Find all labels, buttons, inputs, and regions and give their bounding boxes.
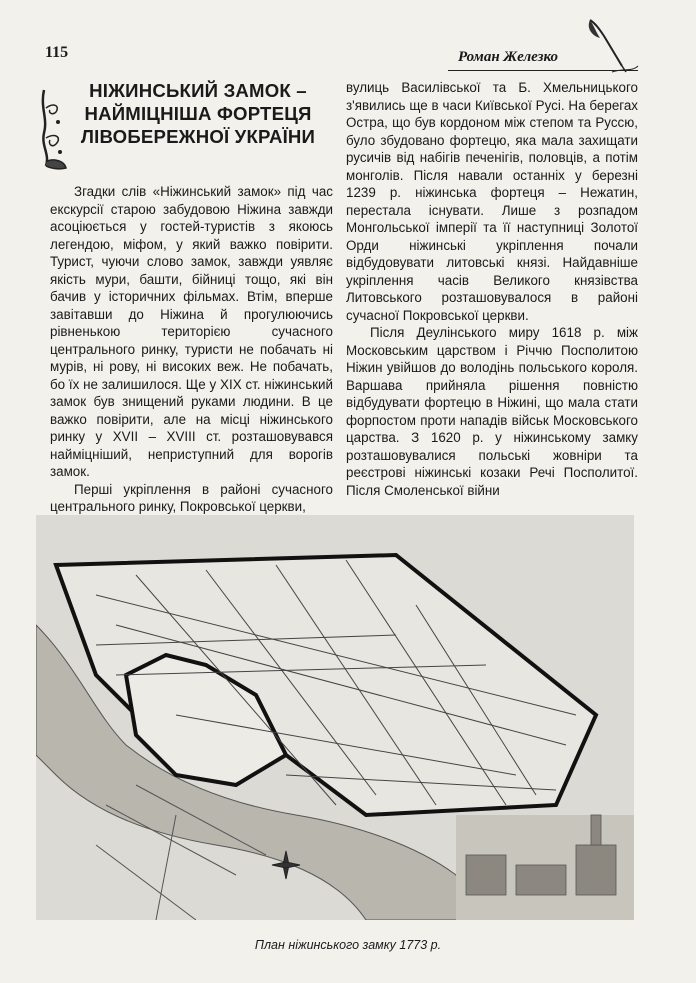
title-line: ЛІВОБЕРЕЖНОЇ УКРАЇНИ	[80, 126, 316, 147]
fortress-plan-image	[36, 515, 634, 920]
quill-pen-icon	[582, 16, 642, 76]
author-underline	[448, 70, 638, 71]
fortress-plan-drawing	[36, 515, 634, 920]
paragraph: Перші укріплення в районі сучасного центрального ринку, Покровської церкви,	[50, 481, 333, 514]
title-line: НІЖИНСЬКИЙ ЗАМОК –	[89, 80, 307, 101]
figure-caption: План ніжинського замку 1773 р.	[254, 938, 442, 952]
author-name: Роман Железко	[458, 49, 558, 65]
paragraph: вулиць Василівської та Б. Хмельницького з'явились ще в часи Київської Русі. На берегах Остра, що був кордоном між степом та Руссю, було збудовано фортецю, яка мала захищати русичів від набігів печенігів, половців, а потім монголів. Після навали останніх у березні 1239 р. ніжинська фортеця – Нежатин, перестала існувати. Лише з розпадом Монгольської імперії та її наступниці Золотої Орди ніжинські укріплення почали відбудовувати литовські князі. Найдавніше укріплення часів Великого князівства Литовського розташовувалося в районі сучасної Покровської церкви.	[346, 80, 638, 323]
paragraph: Згадки слів «Ніжинський замок» під час екскурсії старою забудовою Ніжина завжди асоціюється у гостей-туристів з якоюсь легендою, міфом, у який важко повірити. Турист, чуючи слово замок, завжди уявляє якість мури, башти, бійниці тощо, які він бачив у історичних фільмах. Втім, вперше завітавши до Ніжина й прогулюючись рівненькою територією сучасного центрального ринку, туристи не побачать ні мурів, ні рову, ні високих веж. Не побачать, бо їх не залишилося. Ще у ХІХ ст. ніжинський замок був знищений руками людини. В це важко повірити, але на місці ніжинського ринку у XVII – XVIII ст. розташовувався наймiцніший, неприступний для ворогів замок.	[50, 184, 333, 479]
left-column	[50, 183, 333, 516]
paragraph: Після Деулінського миру 1618 р. між Московським царством і Річчю Посполитою Ніжин увійшов до володінь польського короля. Варшава прийняла рішення повністю відбудувати фортецю в Ніжині, що мала стати форпостом проти нападів військ Московського царства. З 1620 р. у ніжинському замку розташовувалися польські жовніри та реєстрові ніжинські козаки Речі Посполитої. Після Смоленської війни	[346, 325, 638, 498]
page-number: 115	[45, 44, 69, 61]
article-title	[64, 79, 332, 148]
right-column	[346, 79, 638, 499]
title-line: НАЙМІЦНІША ФОРТЕЦЯ	[84, 103, 312, 124]
